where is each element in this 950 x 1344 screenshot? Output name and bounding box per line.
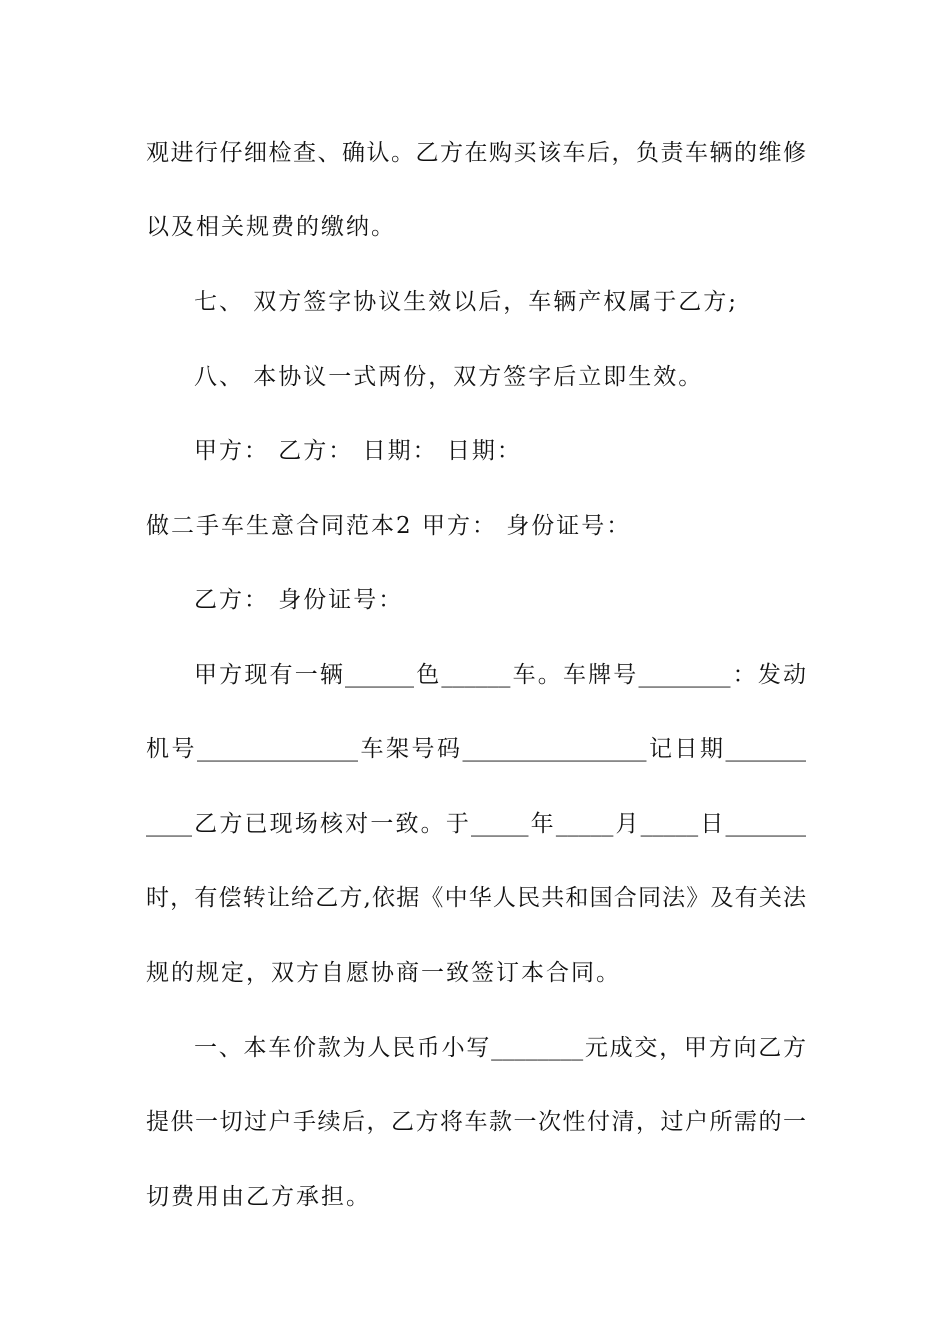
clause-seven: 七、 双方签字协议生效以后，车辆产权属于乙方;: [194, 289, 739, 315]
text-line-11: 时，有偿转让给乙方,依据《中华人民共和国合同法》及有关法: [146, 885, 806, 911]
party-b-line: 乙方： 身份证号：: [194, 587, 404, 613]
text-line-8: 甲方现有一辆______色______车。车牌号________：发动: [194, 662, 806, 688]
text-line-9: 机号______________车架号码________________记日期_______: [146, 736, 806, 762]
text-line-12: 规的规定，双方自愿协商一致签订本合同。: [146, 960, 621, 986]
clause-eight: 八、 本协议一式两份，双方签字后立即生效。: [194, 364, 704, 390]
text-line-15: 切费用由乙方承担。: [146, 1184, 371, 1210]
text-line-1: 观进行仔细检查、确认。乙方在购买该车后，负责车辆的维修: [146, 140, 806, 166]
text-line-10: ____乙方已现场核对一致。于_____年_____月_____日_______: [146, 811, 806, 837]
clause-one: 一、本车价款为人民币小写________元成交，甲方向乙方: [194, 1035, 806, 1061]
text-line-2: 以及相关规费的缴纳。: [146, 214, 396, 240]
signature-line: 甲方： 乙方： 日期： 日期：: [194, 438, 522, 464]
text-line-14: 提供一切过户手续后，乙方将车款一次性付清，过户所需的一: [146, 1109, 806, 1135]
contract-title-line: 做二手车生意合同范本2 甲方： 身份证号：: [146, 513, 632, 539]
